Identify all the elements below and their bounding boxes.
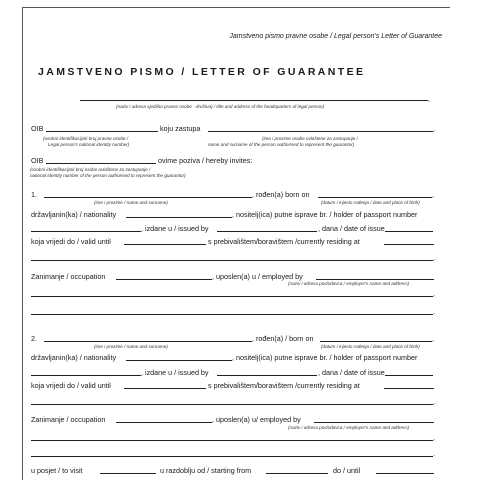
person-2-date-issue-field[interactable]	[385, 375, 433, 376]
person-1-employer-caption: (naziv i adresa poslodavca / employer's name and address)	[288, 281, 410, 286]
person-2-employer-caption: (naziv i adresa poslodavca / employer's name and address)	[288, 425, 410, 430]
company-name-address-caption: (naziv i adresa sjedišta pravne osobe - društva) / title and address of the headquarters of legal person)	[116, 104, 325, 109]
person-1-birth-field[interactable]	[318, 197, 432, 198]
representative-caption-2: name and surname of the person authorised to represent the guarantor)	[208, 142, 355, 147]
guarantee-letter-page: Jamstveno pismo pravne osobe / Legal person's Letter of Guarantee JAMSTVENO PISMO / LETTER OF GUARANTEE , (naziv i adresa sjedišta pravne osobe - društva) / title and address of the headquarters of legal person) OIB koju zastupa , (osobni identifikacijski broj pravne osobe / Legal person's national identity number) (ime i prezime osobe ovlaštene za zastupanje / name and surname of the person authorised to represent the guarantor) OIB ovime poziva / hereby invites: (osobni identifikacijski broj osobe ovlaštene za zastupanje / national identity number of the person authorised to represent the guarantor) 1. , rođen(a) born on , (ime i prezime / name and surname) (datum i mjesto rođenja / date and place of birth) državljanin(ka) / nationality , nositelj(ica) putne isprave br. / holder of passport number , izdane u / issued by , dana / date of issue koja vrijedi do / valid until s prebivalištem/boravištem /currently residing at , Zanimanje / occupation , uposlen(a) u / employed by (naziv i adresa poslodavca / employer's name and address) , . 2. , rođen(a) / born on , (ime i prezime / name and surname) (datum i mjesto rođenja / date and place of birth) državljanin(ka) / nationality , nositelj(ica) putne isprave br. / holder of passport number , izdane u / issued by , dana / date of issue koja vrijedi do / valid until s prebivalištem/boravištem /currently residing at , Zanimanje / occupation , uposlen(a) u/ employed by (naziv i adresa poslodavca / employer's name and address) , . u posjet / to visit u razdoblju od / starting from do / until	[0, 0, 480, 480]
person-1-nationality-label: državljanin(ka) / nationality	[31, 210, 117, 219]
company-oib-field[interactable]	[46, 131, 158, 132]
representative-caption-1: (ime i prezime osobe ovlaštene za zastupanje /	[262, 136, 358, 141]
person-1-valid-label: koja vrijedi do / valid until	[31, 237, 111, 246]
oib-caption-2: Legal person's national identity number)	[48, 142, 130, 147]
person-1-date-issue-field[interactable]	[385, 231, 433, 232]
person-1-residing-label: s prebivalištem/boravištem /currently residing at	[208, 237, 360, 246]
person-2-valid-field[interactable]	[124, 388, 206, 389]
oib2-caption-1: (osobni identifikacijski broj osobe ovlaštene za zastupanje /	[30, 167, 151, 172]
person-2-nationality-field[interactable]	[126, 360, 232, 361]
person-2-residing-field[interactable]	[384, 388, 434, 389]
representative-oib-field[interactable]	[46, 163, 156, 164]
person-1-residing-field[interactable]	[384, 244, 434, 245]
person-1-address-line[interactable]	[31, 260, 433, 261]
person-2-birth-caption: (datum i mjesto rođenja / date and place of birth)	[321, 344, 420, 349]
person-1-passport-label: , nositelj(ica) putne isprave br. / holder of passport number	[232, 210, 418, 219]
visit-end-field[interactable]	[376, 473, 434, 474]
person-1-occupation-label: Zanimanje / occupation	[31, 272, 106, 281]
person-1-employer-field[interactable]	[316, 279, 434, 280]
person-2-passport-field[interactable]	[31, 375, 141, 376]
koju-zastupa-label: koju zastupa	[160, 124, 201, 133]
person-2-nationality-label: državljanin(ka) / nationality	[31, 353, 117, 362]
invites-label: ovime poziva / hereby invites:	[158, 156, 253, 165]
company-name-address-field[interactable]	[80, 100, 428, 101]
person-2-date-issue-label: , dana / date of issue	[318, 368, 385, 377]
form-border-top	[22, 7, 450, 8]
person-2-occupation-label: Zanimanje / occupation	[31, 415, 106, 424]
person-2-born-label: , rođen(a) / born on	[252, 334, 314, 343]
person-1-name-caption: (ime i prezime / name and surname)	[94, 200, 168, 205]
person-2-issued-label: , izdane u / issued by	[141, 368, 209, 377]
person-1-issued-label: , izdane u / issued by	[141, 224, 209, 233]
person-1-name-field[interactable]	[44, 197, 252, 198]
person-2-birth-field[interactable]	[320, 341, 432, 342]
page-title: JAMSTVENO PISMO / LETTER OF GUARANTEE	[38, 66, 366, 78]
form-border-left	[22, 7, 23, 480]
person-1-date-issue-label: , dana / date of issue	[318, 224, 385, 233]
person-1-passport-field[interactable]	[31, 231, 141, 232]
oib2-caption-2: national identity number of the person authorised to represent the guarantor)	[30, 173, 186, 178]
visit-period-label: u razdoblju od / starting from	[160, 466, 252, 475]
person-2-issued-field[interactable]	[217, 375, 317, 376]
oib-caption-1: (osobni identifikacijski broj pravne osobe /	[43, 136, 129, 141]
person-2-number: 2.	[31, 334, 37, 343]
person-1-employer-line-1[interactable]	[31, 296, 433, 297]
person-2-occupation-field[interactable]	[116, 422, 212, 423]
person-1-occupation-field[interactable]	[116, 279, 212, 280]
person-2-name-field[interactable]	[44, 341, 252, 342]
person-1-valid-field[interactable]	[124, 244, 206, 245]
person-2-passport-label: , nositelj(ica) putne isprave br. / holder of passport number	[232, 353, 418, 362]
person-2-employer-field[interactable]	[314, 422, 434, 423]
person-2-name-caption: (ime i prezime / name and surname)	[94, 344, 168, 349]
oib-label: OIB	[31, 124, 44, 133]
person-1-born-label: , rođen(a) born on	[252, 190, 310, 199]
visit-start-field[interactable]	[266, 473, 328, 474]
person-2-employer-line-1[interactable]	[31, 440, 433, 441]
person-1-issued-field[interactable]	[217, 231, 317, 232]
document-type-header: Jamstveno pismo pravne osobe / Legal person's Letter of Guarantee	[229, 33, 442, 40]
oib2-label: OIB	[31, 156, 44, 165]
person-1-number: 1.	[31, 190, 37, 199]
person-2-employer-line-2[interactable]	[31, 456, 433, 457]
visit-label: u posjet / to visit	[31, 466, 83, 475]
person-1-nationality-field[interactable]	[126, 217, 232, 218]
person-1-employer-line-2[interactable]	[31, 314, 433, 315]
representative-name-field[interactable]	[208, 131, 433, 132]
person-1-birth-caption: (datum i mjesto rođenja / date and place of birth)	[321, 200, 420, 205]
visit-until-label: do / until	[333, 466, 361, 475]
person-2-employed-label: , uposlen(a) u/ employed by	[212, 415, 301, 424]
person-2-valid-label: koja vrijedi do / valid until	[31, 381, 111, 390]
person-2-residing-label: s prebivalištem/boravištem /currently residing at	[208, 381, 360, 390]
visit-host-field[interactable]	[100, 473, 156, 474]
person-1-employed-label: , uposlen(a) u / employed by	[212, 272, 303, 281]
person-2-address-line[interactable]	[31, 404, 433, 405]
